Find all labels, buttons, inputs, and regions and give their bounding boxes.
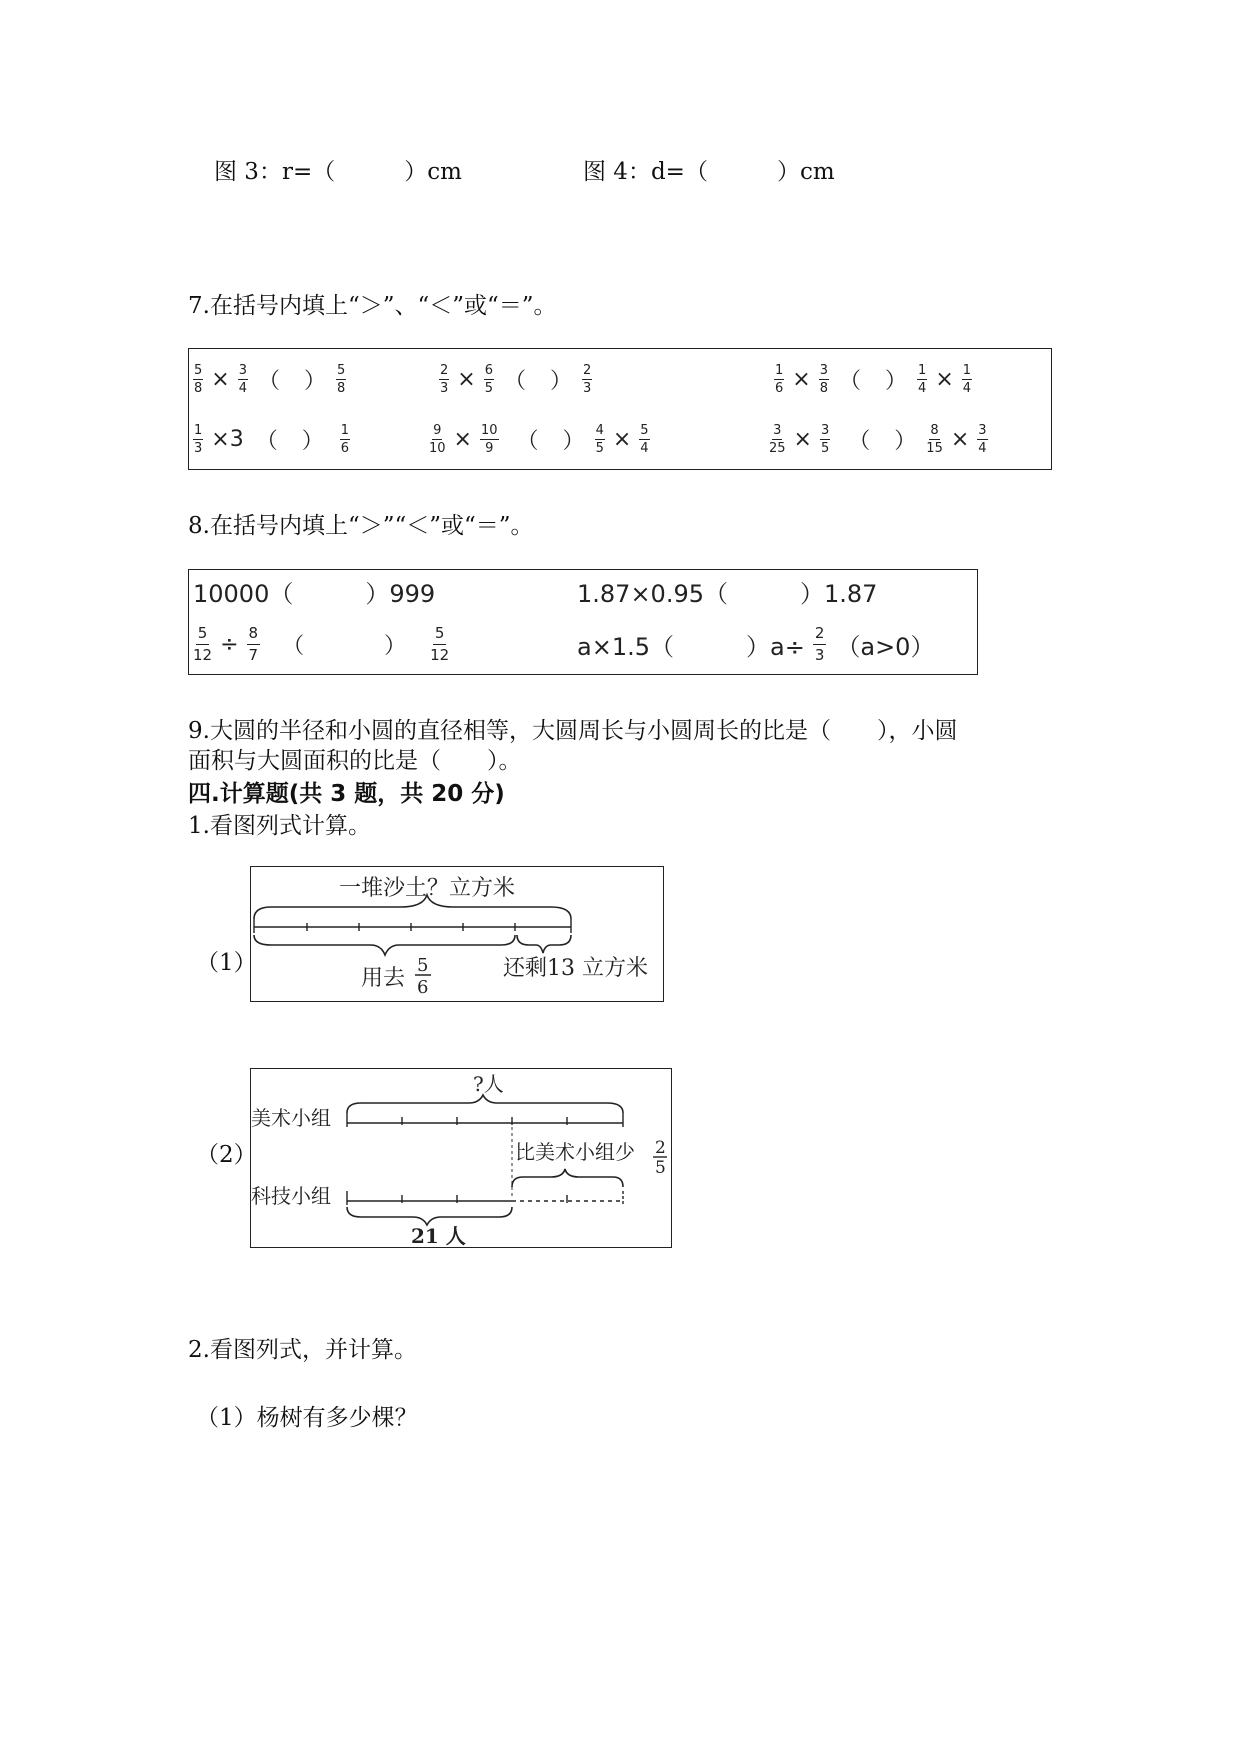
- less-frac-num: 2: [655, 1138, 666, 1158]
- fraction: $\frac{10}{9}$: [480, 422, 498, 456]
- fraction: $\frac{8}{15}$: [926, 422, 943, 456]
- fraction: $\frac{1}{6}$: [775, 362, 784, 396]
- less-frac-den: 5: [655, 1158, 666, 1178]
- q7-table: [188, 348, 1052, 470]
- times-sign: ×: [457, 366, 476, 392]
- used-frac-num: 5: [417, 955, 429, 976]
- q7-title: 7.在括号内填上“＞”、“＜”或“＝”。: [188, 293, 557, 319]
- answer-blank-open: （: [255, 428, 278, 454]
- tech-count-label: 21 人: [411, 1224, 466, 1247]
- fraction: $\frac{3}{4}$: [238, 362, 247, 396]
- fraction: $\frac{4}{5}$: [595, 422, 604, 456]
- fraction: $\frac{1}{3}$: [194, 422, 203, 456]
- groups-bar-diagram: [251, 1069, 671, 1247]
- c1-title: 1.看图列式计算。: [188, 813, 371, 839]
- fig3-answer: 图 3：r=（ ）cm: [214, 159, 462, 185]
- used-brace: [254, 935, 515, 955]
- text: ）1.87: [799, 579, 878, 608]
- answer-blank-open: （: [516, 428, 539, 454]
- c1-p1-label: （1）: [196, 950, 257, 976]
- q7-r2-c2: [429, 415, 650, 463]
- answer-blank-close: ）: [550, 368, 573, 394]
- condition-text: （a>0）: [836, 632, 935, 661]
- q7-r1-c1: [193, 355, 346, 403]
- fraction: $\frac{1}{6}$: [340, 422, 350, 456]
- answer-blank-close: ）: [301, 428, 324, 454]
- text: 1.87×0.95（: [577, 579, 728, 608]
- fraction: $\frac{6}{5}$: [484, 362, 493, 396]
- answer-blank-close: ）: [885, 368, 908, 394]
- art-group-label: 美术小组: [251, 1106, 331, 1130]
- q8-table: [188, 569, 978, 675]
- art-top-brace: [347, 1095, 623, 1113]
- q8-r1-c1: [193, 570, 435, 612]
- q8-r1-c2: [577, 570, 877, 612]
- times-three: ×3: [211, 426, 244, 452]
- q8-title: 8.在括号内填上“＞”“＜”或“＝”。: [188, 513, 534, 539]
- left-brace: [517, 935, 571, 953]
- diagram-sand: [250, 866, 664, 1002]
- answer-blank-open: （: [258, 368, 281, 394]
- less-brace: [512, 1169, 623, 1187]
- answer-blank-open: （: [504, 368, 527, 394]
- times-sign: ×: [950, 426, 970, 452]
- fraction: $\frac{3}{8}$: [819, 362, 828, 396]
- less-label: 比美术小组少: [515, 1140, 635, 1164]
- q7-r1-c3: [774, 355, 972, 403]
- used-frac-den: 6: [417, 977, 429, 998]
- section4-heading: 四.计算题(共 3 题，共 20 分): [188, 781, 505, 807]
- text: 10000（: [193, 579, 294, 608]
- fig4-answer: 图 4：d=（ ）cm: [583, 159, 835, 185]
- answer-blank-open: （: [839, 368, 862, 394]
- divide-sign: ÷: [220, 631, 239, 657]
- text: ）a÷: [745, 632, 805, 661]
- c2-title: 2.看图列式，并计算。: [188, 1337, 417, 1363]
- answer-blank-close: ）: [304, 368, 327, 394]
- fraction: $\frac{5}{8}$: [194, 362, 203, 396]
- q7-r2-c3: [769, 415, 988, 463]
- answer-blank-close: ）: [384, 633, 407, 659]
- c1-p2-label: （2）: [196, 1142, 257, 1168]
- fraction: $\frac{8}{7}$: [248, 623, 259, 664]
- times-sign: ×: [793, 426, 812, 452]
- fraction: $\frac{5}{4}$: [640, 422, 649, 456]
- left-label: 还剩13 立方米: [503, 956, 648, 981]
- answer-blank-close: ）: [894, 428, 917, 454]
- fraction: $\frac{1}{4}$: [962, 362, 972, 396]
- fraction: $\frac{9}{10}$: [429, 422, 446, 456]
- answer-blank-open: （: [848, 428, 871, 454]
- times-sign: ×: [453, 426, 472, 452]
- times-sign: ×: [612, 426, 632, 452]
- times-sign: ×: [792, 366, 811, 392]
- fraction: $\frac{5}{8}$: [337, 362, 346, 396]
- sand-bar-diagram: [251, 867, 663, 1001]
- q7-r2-c1: [193, 415, 350, 463]
- fraction: 5 12: [430, 623, 450, 664]
- fraction: $\frac{5}{12}$: [193, 623, 213, 664]
- fraction: $\frac{3}{25}$: [769, 422, 786, 456]
- fraction: $\frac{3}{4}$: [978, 422, 987, 456]
- q8-r2-c1: [193, 616, 449, 672]
- sand-top-label: 一堆沙土？立方米: [339, 876, 516, 901]
- fraction: $\frac{2}{3}$: [583, 362, 592, 396]
- answer-blank-close: ）: [562, 428, 585, 454]
- text: a×1.5（: [577, 632, 674, 661]
- used-label: 用去: [361, 966, 406, 991]
- fraction: $\frac{1}{4}$: [918, 362, 927, 396]
- q7-r1-c2: [439, 355, 592, 403]
- fraction: $\frac{2}{3}$: [814, 623, 825, 664]
- q9-line1: 9.大圆的半径和小圆的直径相等，大圆周长与小圆周长的比是（ ），小圆: [188, 718, 958, 744]
- text: ）999: [365, 579, 436, 608]
- times-sign: ×: [935, 366, 954, 392]
- groups-top-label: ?人: [473, 1072, 504, 1096]
- tech-bottom-brace: [347, 1207, 512, 1225]
- diagram-groups: [250, 1068, 672, 1248]
- fraction: $\frac{3}{5}$: [820, 422, 830, 456]
- q8-r2-c2: [577, 616, 934, 672]
- answer-blank-open: （: [282, 633, 305, 659]
- c2-sub1: （1）杨树有多少棵？: [196, 1405, 418, 1431]
- q9-line2: 面积与大圆面积的比是（ ）。: [188, 748, 522, 774]
- times-sign: ×: [211, 366, 230, 392]
- fraction: $\frac{2}{3}$: [440, 362, 449, 396]
- tech-group-label: 科技小组: [251, 1184, 331, 1208]
